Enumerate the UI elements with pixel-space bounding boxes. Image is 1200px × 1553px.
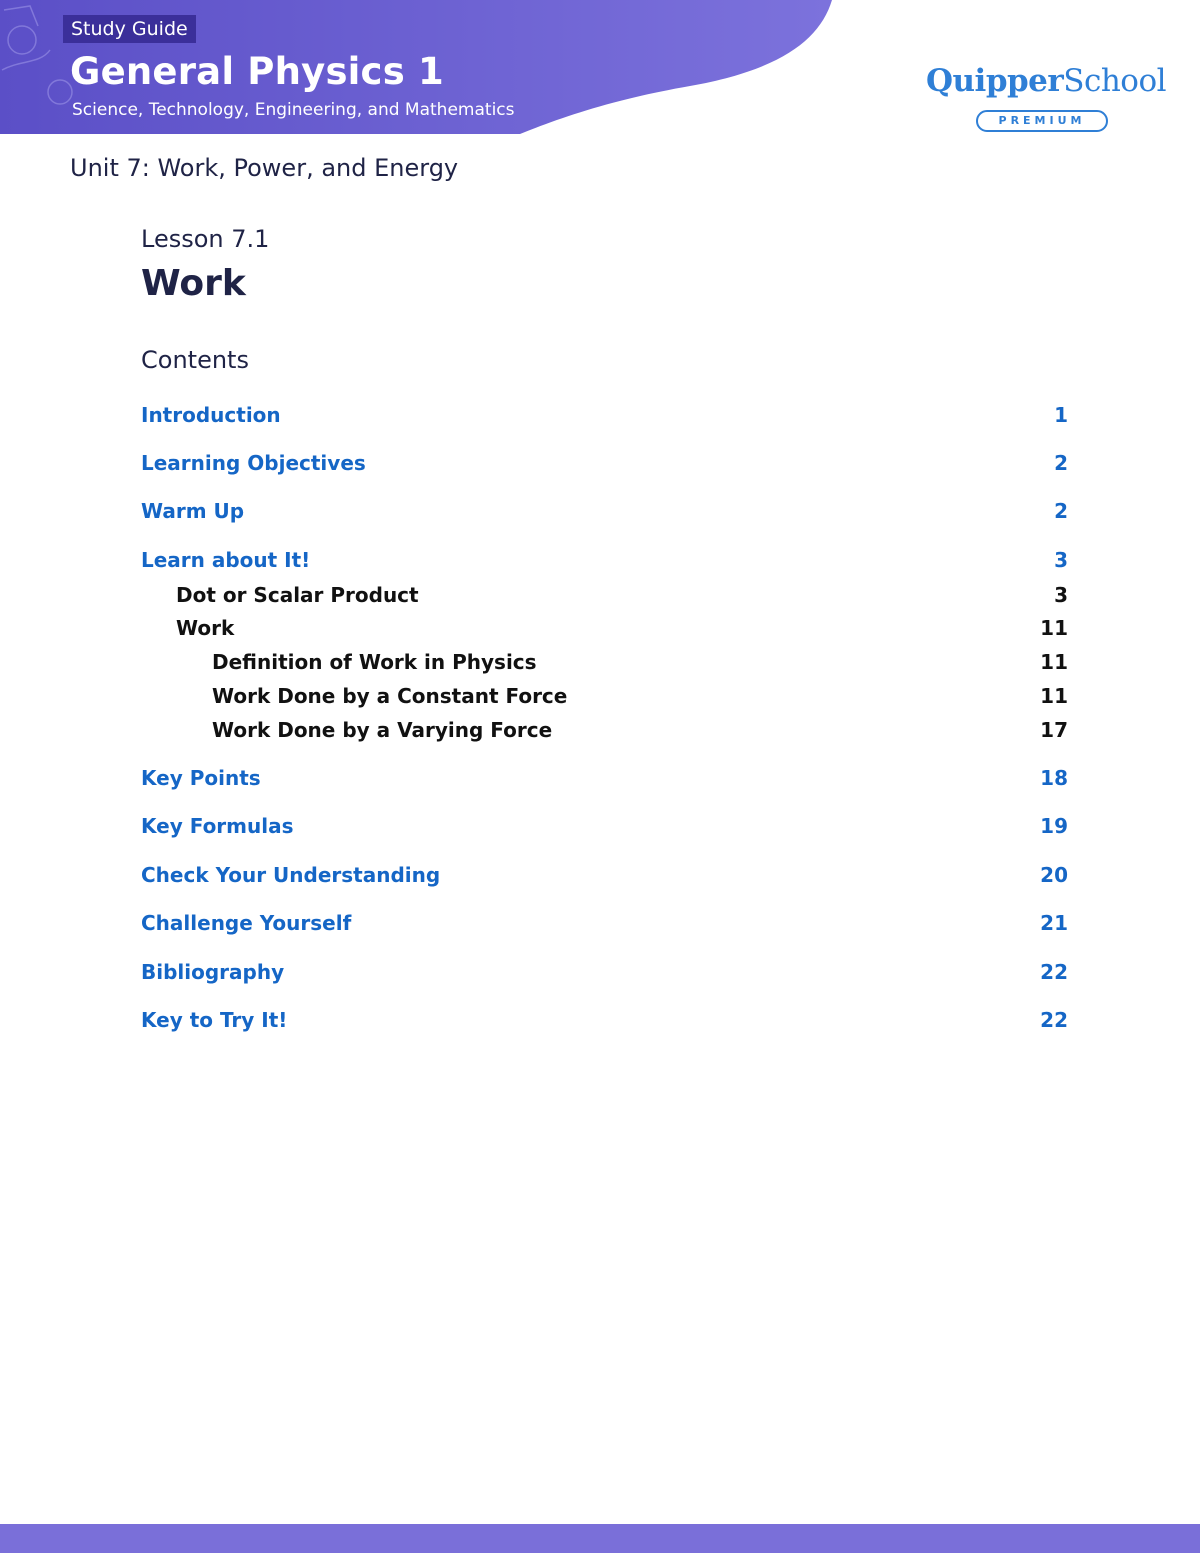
- toc-entry-label[interactable]: Key Formulas: [141, 814, 294, 838]
- toc-entry-challenge-yourself[interactable]: [141, 911, 1068, 935]
- toc-entry-page[interactable]: 11: [1040, 650, 1068, 674]
- toc-entry-page[interactable]: 2: [1054, 451, 1068, 475]
- toc-entry-page[interactable]: 11: [1040, 684, 1068, 708]
- brand-logo: [926, 62, 1167, 127]
- toc-entry-label[interactable]: Bibliography: [141, 960, 285, 984]
- lesson-title: Work: [141, 263, 246, 304]
- toc-entry-label[interactable]: Warm Up: [141, 499, 245, 523]
- toc-entry-dot-product[interactable]: [176, 583, 1068, 607]
- toc-entry-page[interactable]: 22: [1040, 960, 1068, 984]
- toc-entry-label[interactable]: Work: [176, 616, 235, 640]
- toc-entry-label[interactable]: Check Your Understanding: [141, 863, 441, 887]
- brand-name: [926, 62, 1166, 100]
- study-guide-badge: Study Guide: [63, 15, 196, 43]
- toc-entry-page[interactable]: 22: [1040, 1008, 1068, 1032]
- toc-entry-constant-force[interactable]: [212, 684, 1068, 708]
- toc-entry-page[interactable]: 21: [1040, 911, 1068, 935]
- toc-entry-label[interactable]: Definition of Work in Physics: [212, 650, 537, 674]
- toc-entry-introduction[interactable]: [141, 403, 1068, 427]
- toc-entry-page[interactable]: 1: [1054, 403, 1068, 427]
- brand-tier-badge: PREMIUM: [976, 110, 1108, 132]
- contents-heading: Contents: [141, 346, 249, 374]
- toc-entry-page[interactable]: 3: [1054, 583, 1068, 607]
- toc-entry-warm-up[interactable]: [141, 499, 1068, 523]
- toc-entry-label[interactable]: Work Done by a Varying Force: [212, 718, 553, 742]
- lesson-label: Lesson 7.1: [141, 225, 270, 253]
- brand-name-part1: Quipper: [926, 63, 1064, 99]
- toc-entry-bibliography[interactable]: [141, 960, 1068, 984]
- toc-entry-learning-objectives[interactable]: [141, 451, 1068, 475]
- toc-entry-varying-force[interactable]: [212, 718, 1068, 742]
- toc-entry-label[interactable]: Learning Objectives: [141, 451, 366, 475]
- toc-entry-key-formulas[interactable]: [141, 814, 1068, 838]
- toc-entry-page[interactable]: 17: [1040, 718, 1068, 742]
- toc-entry-label[interactable]: Work Done by a Constant Force: [212, 684, 568, 708]
- toc-entry-key-points[interactable]: [141, 766, 1068, 790]
- course-subtitle: Science, Technology, Engineering, and Mathematics: [72, 100, 515, 120]
- toc-entry-label[interactable]: Challenge Yourself: [141, 911, 352, 935]
- toc-entry-label[interactable]: Key Points: [141, 766, 261, 790]
- toc-entry-label[interactable]: Learn about It!: [141, 548, 311, 572]
- toc-entry-page[interactable]: 20: [1040, 863, 1068, 887]
- toc-entry-learn-about-it[interactable]: [141, 548, 1068, 572]
- toc-entry-page[interactable]: 11: [1040, 616, 1068, 640]
- toc-entry-page[interactable]: 18: [1040, 766, 1068, 790]
- toc-entry-label[interactable]: Dot or Scalar Product: [176, 583, 419, 607]
- footer-bar: [0, 1524, 1200, 1553]
- toc-entry-work[interactable]: [176, 616, 1068, 640]
- toc-entry-label[interactable]: Key to Try It!: [141, 1008, 288, 1032]
- toc-entry-label[interactable]: Introduction: [141, 403, 281, 427]
- brand-name-part2: School: [1063, 63, 1167, 99]
- course-title: General Physics 1: [70, 50, 444, 93]
- toc-entry-check-understanding[interactable]: [141, 863, 1068, 887]
- toc-entry-definition-of-work[interactable]: [212, 650, 1068, 674]
- toc-entry-page[interactable]: 19: [1040, 814, 1068, 838]
- toc-entry-page[interactable]: 2: [1054, 499, 1068, 523]
- toc-entry-key-to-try-it[interactable]: [141, 1008, 1068, 1032]
- toc-entry-page[interactable]: 3: [1054, 548, 1068, 572]
- unit-title: Unit 7: Work, Power, and Energy: [70, 154, 459, 182]
